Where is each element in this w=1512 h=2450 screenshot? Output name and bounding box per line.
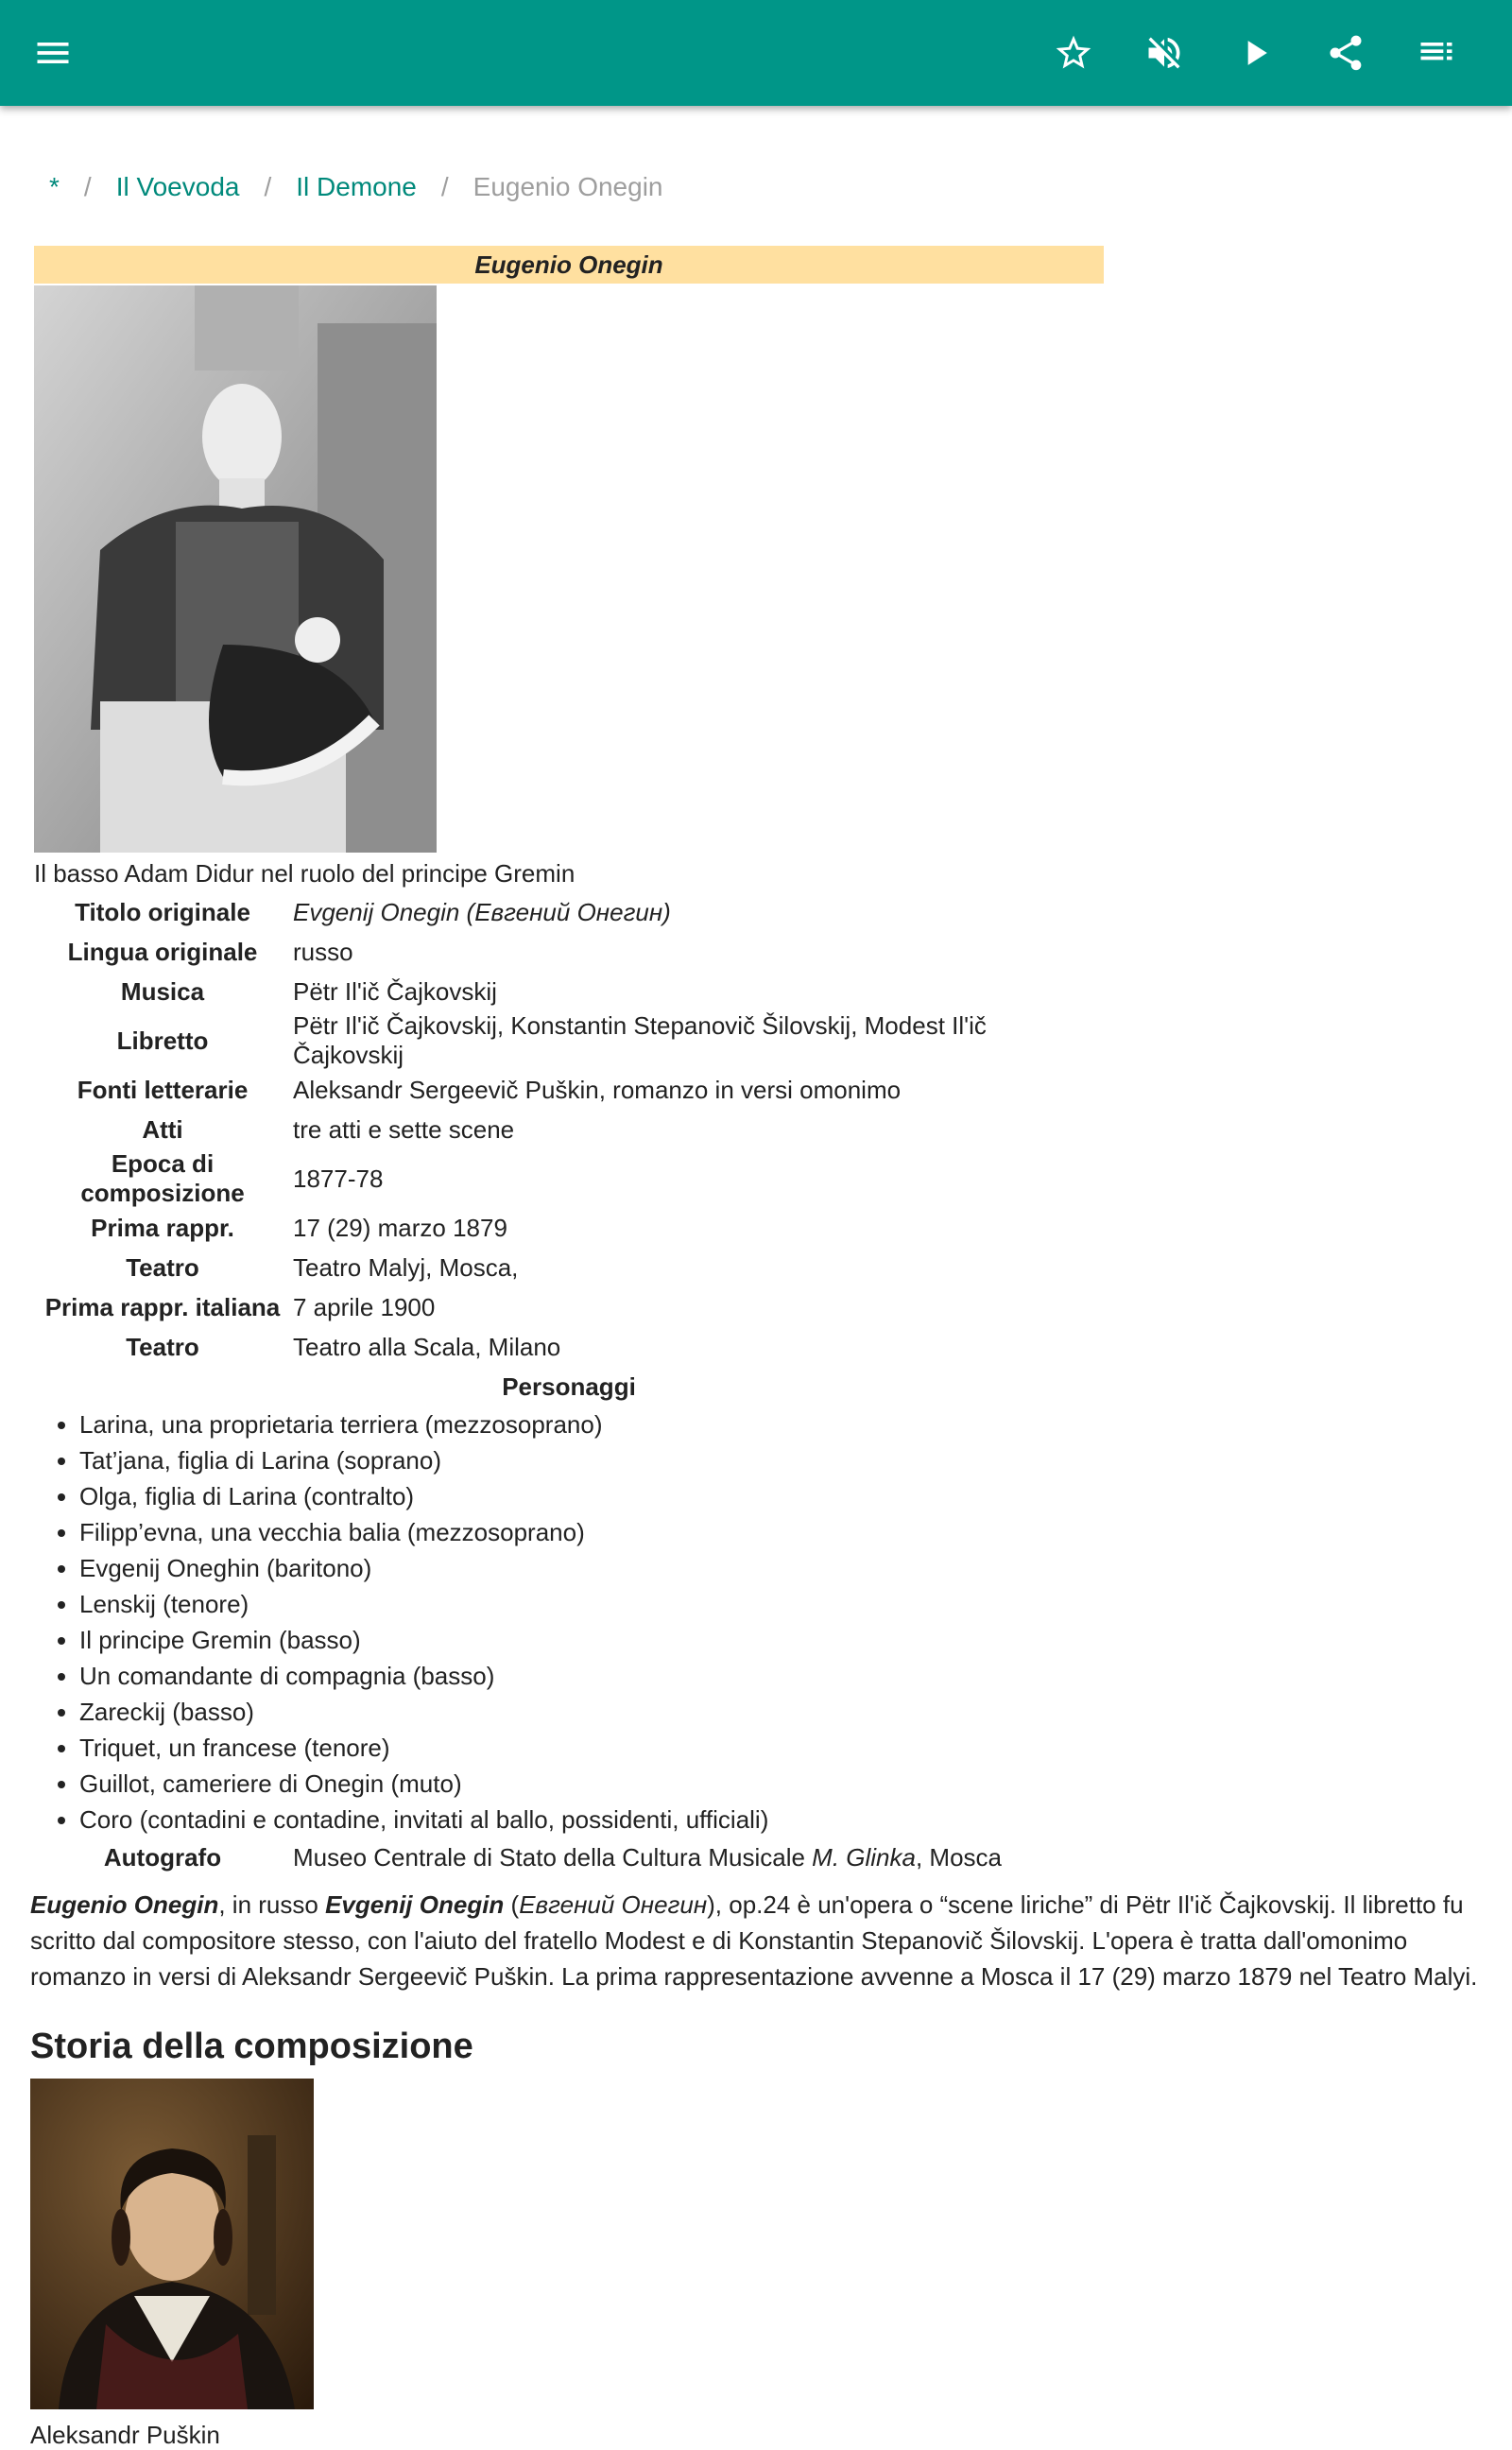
list-item: • Triquet, un francese (tenore)	[79, 1730, 1104, 1766]
intro-text: , in russo	[218, 1890, 326, 1919]
infobox-label: Prima rappr. italiana	[44, 1292, 281, 1321]
list-item: • Filipp’evna, una vecchia balia (mezzosoprano)	[79, 1514, 1104, 1550]
infobox-value: 1877-78	[293, 1164, 384, 1193]
infobox-row	[34, 972, 1104, 1011]
pushkin-portrait[interactable]	[30, 2079, 314, 2409]
infobox-value: russo	[293, 937, 353, 966]
autograph-text: Museo Centrale di Stato della Cultura Musicale	[293, 1842, 813, 1872]
list-item: • Olga, figlia di Larina (contralto)	[79, 1478, 1104, 1514]
infobox-row	[34, 1011, 1104, 1070]
infobox-row	[34, 1838, 1104, 1877]
intro-text: ), op.24 è un'opera o “scene liriche” di Pëtr Il'ič Čajkovskij. Il libretto fu scritto dal compositore stesso, con l'aiuto del fratello Modest e di Konstantin Stepanovič Šilovskij. L'opera è tratta dall'omonimo romanzo in versi di Aleksandr Sergeevič Puškin. La prima rappresentazione avvenne a Mosca il 17 (29) marzo 1879 nel Teatro Malyi.	[30, 1890, 1478, 1991]
infobox-value: Pëtr Il'ič Čajkovskij	[293, 976, 497, 1006]
intro-title: Eugenio Onegin	[30, 1890, 219, 1919]
infobox-row	[34, 1248, 1104, 1287]
list-item: • Larina, una proprietaria terriera (mezzosoprano)	[79, 1406, 1104, 1442]
list-item: • Evgenij Oneghin (baritono)	[79, 1550, 1104, 1586]
breadcrumb-separator: /	[83, 172, 92, 201]
infobox-row	[34, 892, 1104, 932]
infobox-value: Evgenij Onegin (Евгений Онегин)	[293, 897, 671, 926]
infobox-label: Teatro	[126, 1332, 199, 1361]
infobox-value: 17 (29) marzo 1879	[293, 1213, 507, 1242]
infobox-value: tre atti e sette scene	[293, 1114, 515, 1144]
play-icon[interactable]	[1227, 25, 1283, 81]
breadcrumb-current: Eugenio Onegin	[472, 172, 663, 201]
list-item: • Lenskij (tenore)	[79, 1586, 1104, 1622]
breadcrumb	[49, 166, 662, 208]
infobox-value: Teatro alla Scala, Milano	[293, 1332, 561, 1361]
infobox-title: Eugenio Onegin	[34, 246, 1104, 284]
infobox-row	[34, 1208, 1104, 1248]
infobox-value: 7 aprile 1900	[293, 1292, 436, 1321]
infobox-row	[34, 1110, 1104, 1149]
share-icon[interactable]	[1317, 25, 1374, 81]
list-item: • Il principe Gremin (basso)	[79, 1622, 1104, 1658]
breadcrumb-separator: /	[264, 172, 272, 201]
autograph-text-end: , Mosca	[915, 1842, 1003, 1872]
infobox-label: Teatro	[126, 1252, 199, 1282]
intro-russian-title: Evgenij Onegin	[325, 1890, 505, 1919]
infobox-row	[34, 1327, 1104, 1367]
breadcrumb-link-demone[interactable]: Il Demone	[296, 172, 417, 201]
infobox-row	[34, 932, 1104, 972]
list-item: • Coro (contadini e contadine, invitati al ballo, possidenti, ufficiali)	[79, 1802, 1104, 1838]
infobox-label: Lingua originale	[67, 937, 258, 966]
infobox	[34, 246, 1104, 1877]
section-heading: Storia della composizione	[30, 2027, 473, 2066]
characters-list	[34, 1406, 1104, 1838]
article-content	[30, 246, 1486, 2450]
breadcrumb-home-link[interactable]: *	[49, 172, 60, 201]
infobox-value	[291, 1838, 1104, 1877]
infobox-label: Musica	[120, 976, 205, 1006]
list-item: • Zareckij (basso)	[79, 1694, 1104, 1730]
intro-paragraph	[30, 1887, 1486, 1994]
list-item: • Tat’jana, figlia di Larina (soprano)	[79, 1442, 1104, 1478]
intro-text: (	[504, 1890, 520, 1919]
pushkin-image-caption: Aleksandr Puškin	[30, 2421, 220, 2449]
infobox-label: Autografo	[103, 1842, 222, 1872]
intro-cyrillic-title: Евгений Онегин	[519, 1890, 708, 1919]
breadcrumb-separator: /	[440, 172, 449, 201]
list-item: • Guillot, cameriere di Onegin (muto)	[79, 1766, 1104, 1802]
infobox-value: Aleksandr Sergeevič Puškin, romanzo in versi omonimo	[293, 1075, 902, 1104]
adam-didur-photo[interactable]	[34, 285, 437, 853]
volume-off-icon[interactable]	[1136, 25, 1193, 81]
infobox-label: Libretto	[116, 1026, 209, 1055]
star-icon[interactable]	[1045, 25, 1102, 81]
infobox-label: Fonti letterarie	[77, 1075, 249, 1104]
infobox-value: Pëtr Il'ič Čajkovskij, Konstantin Stepanovič Šilovskij, Modest Il'ič Čajkovskij	[293, 1011, 987, 1069]
autograph-italic: M. Glinka	[812, 1842, 916, 1872]
infobox-label: Prima rappr.	[91, 1213, 234, 1242]
infobox-image-caption: Il basso Adam Didur nel ruolo del principe Gremin	[34, 858, 576, 888]
infobox-label: Titolo originale	[75, 897, 250, 926]
infobox-label: Atti	[142, 1114, 183, 1144]
breadcrumb-link-voevoda[interactable]: Il Voevoda	[115, 172, 240, 201]
playlist-icon[interactable]	[1408, 25, 1465, 81]
infobox-row	[34, 1287, 1104, 1327]
menu-icon[interactable]	[25, 25, 81, 81]
infobox-value: Teatro Malyj, Mosca,	[293, 1252, 519, 1282]
infobox-row	[34, 1149, 1104, 1208]
infobox-row	[34, 1070, 1104, 1110]
list-item: • Un comandante di compagnia (basso)	[79, 1658, 1104, 1694]
infobox-label: Epoca di composizione	[80, 1149, 245, 1207]
app-bar	[0, 0, 1512, 106]
characters-heading: Personaggi	[502, 1372, 636, 1401]
